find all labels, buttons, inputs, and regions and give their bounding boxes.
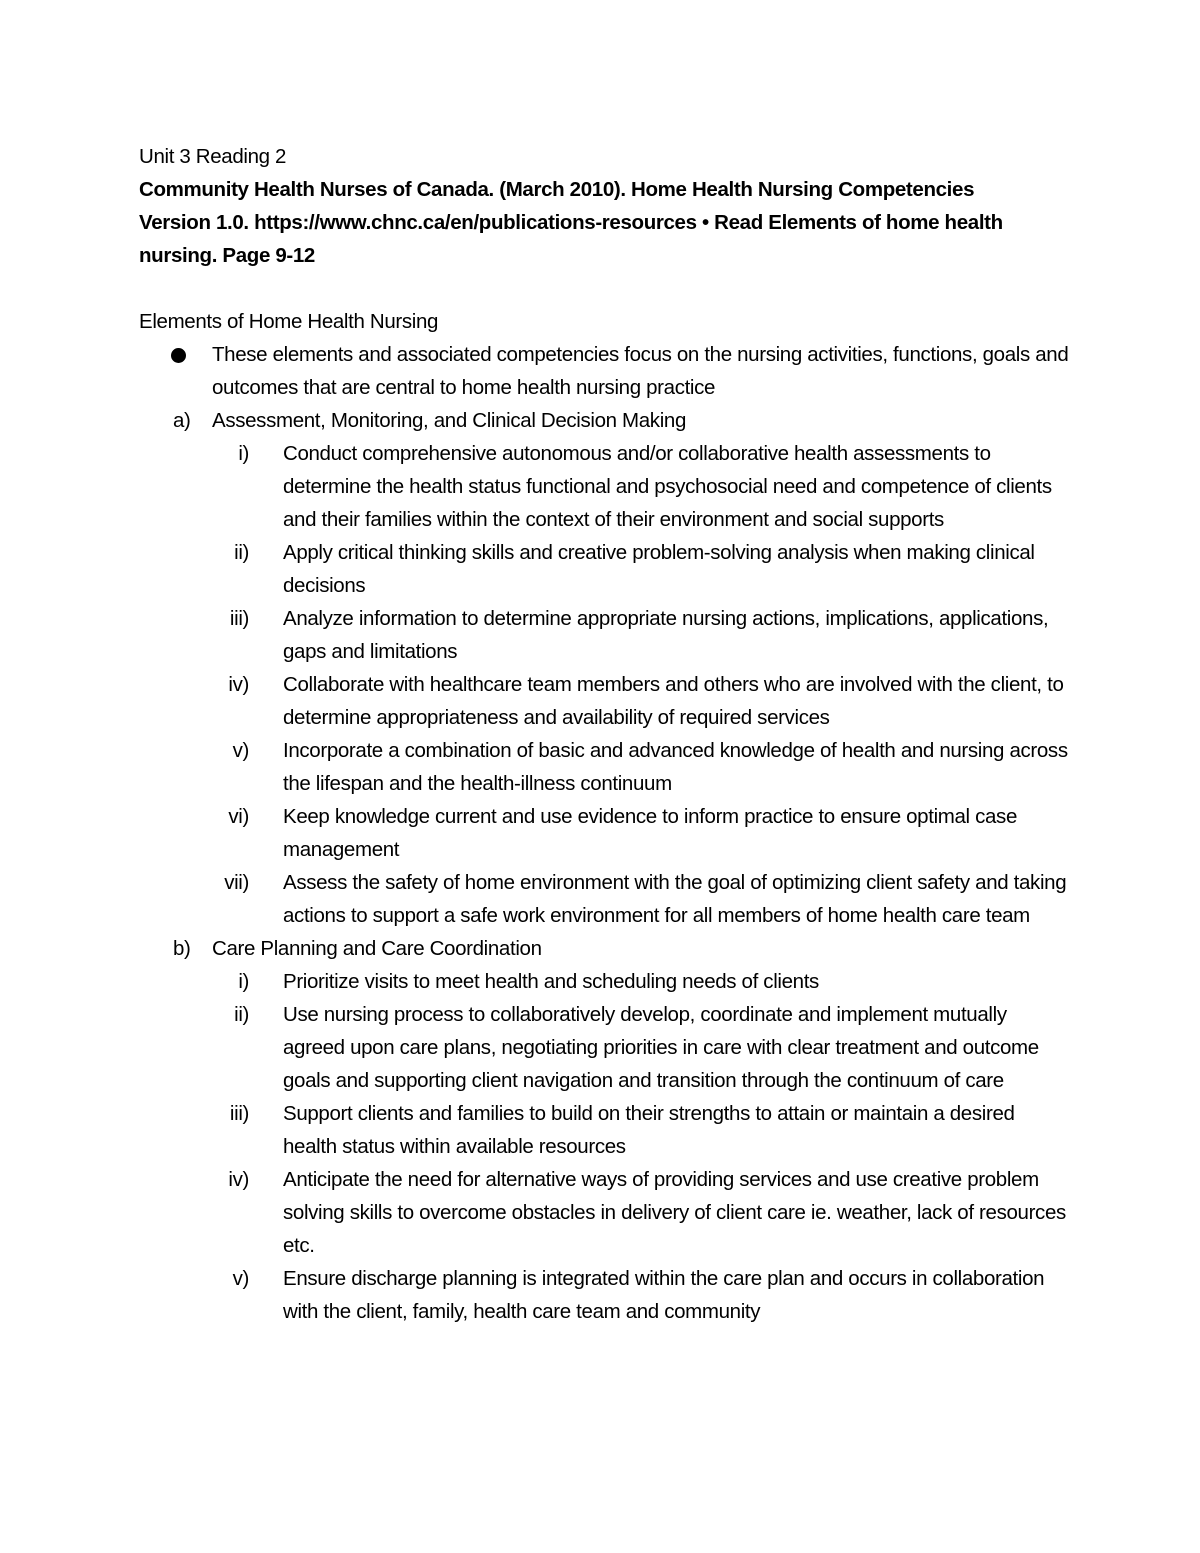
- item-marker: ii): [234, 541, 249, 564]
- list-item: [139, 668, 1069, 734]
- item-text: Collaborate with healthcare team members and others who are involved with the client, to determine appropriateness and availability of required services: [283, 673, 1064, 729]
- list-item: [139, 800, 1069, 866]
- item-marker: iv): [228, 673, 249, 696]
- section-heading: Elements of Home Health Nursing: [139, 310, 439, 333]
- list-item: [139, 734, 1069, 800]
- list-item: [139, 1262, 1069, 1328]
- list-item: [139, 437, 1069, 536]
- item-text: Prioritize visits to meet health and scheduling needs of clients: [283, 970, 819, 993]
- item-marker: iii): [229, 607, 249, 630]
- item-text: Support clients and families to build on their strengths to attain or maintain a desired health status within available resources: [283, 1102, 1015, 1158]
- item-text: Use nursing process to collaboratively develop, coordinate and implement mutually agreed upon care plans, negotiating priorities in care with clear treatment and outcome goals and supporting client navigation and transition through the continuum of care: [283, 1003, 1039, 1092]
- citation-line-2: Version 1.0. https://www.chnc.ca/en/publications-resources • Read Elements of home health: [139, 211, 1003, 234]
- item-text: Conduct comprehensive autonomous and/or collaborative health assessments to determine the health status functional and psychosocial need and competence of clients and their families within the context of their environment and social supports: [283, 442, 1052, 531]
- list-item: [139, 1097, 1069, 1163]
- item-text: Keep knowledge current and use evidence to inform practice to ensure optimal case management: [283, 805, 1018, 861]
- item-marker: v): [232, 739, 249, 762]
- item-marker: vii): [224, 871, 249, 894]
- item-marker: i): [238, 442, 249, 465]
- list-item: [139, 866, 1069, 932]
- section-marker: a): [173, 409, 191, 432]
- item-text: Analyze information to determine appropriate nursing actions, implications, applications, gaps and limitations: [283, 607, 1049, 663]
- item-marker: iii): [229, 1102, 249, 1125]
- bullet-icon: [171, 348, 186, 363]
- bullet-text: These elements and associated competencies focus on the nursing activities, functions, goals and outcomes that are central to home health nursing practice: [212, 343, 1069, 399]
- item-marker: vi): [228, 805, 249, 828]
- citation-line-1: Community Health Nurses of Canada. (March 2010). Home Health Nursing Competencies: [139, 178, 975, 201]
- section-a: [139, 404, 1069, 437]
- item-marker: iv): [228, 1168, 249, 1191]
- item-marker: ii): [234, 1003, 249, 1026]
- list-item: [139, 965, 1069, 998]
- section-b: [139, 932, 1069, 965]
- item-text: Ensure discharge planning is integrated within the care plan and occurs in collaboration with the client, family, health care team and community: [283, 1267, 1045, 1323]
- list-item: [139, 998, 1069, 1097]
- list-item: [139, 536, 1069, 602]
- section-title: Care Planning and Care Coordination: [212, 937, 542, 960]
- item-marker: v): [232, 1267, 249, 1290]
- list-item: [139, 1163, 1069, 1262]
- citation-line-3: nursing. Page 9-12: [139, 244, 315, 267]
- item-marker: i): [238, 970, 249, 993]
- blank-line: [139, 272, 1069, 305]
- section-title: Assessment, Monitoring, and Clinical Decision Making: [212, 409, 687, 432]
- item-text: Anticipate the need for alternative ways of providing services and use creative problem solving skills to overcome obstacles in delivery of client care ie. weather, lack of resources etc.: [283, 1168, 1066, 1257]
- list-item: [139, 602, 1069, 668]
- item-text: Assess the safety of home environment with the goal of optimizing client safety and taking actions to support a safe work environment for all members of home health care team: [283, 871, 1067, 927]
- document-page: [139, 140, 1069, 1328]
- unit-line: Unit 3 Reading 2: [139, 145, 287, 168]
- bullet-item: [139, 338, 1069, 404]
- item-text: Incorporate a combination of basic and advanced knowledge of health and nursing across the lifespan and the health-illness continuum: [283, 739, 1068, 795]
- item-text: Apply critical thinking skills and creative problem-solving analysis when making clinical decisions: [283, 541, 1035, 597]
- section-marker: b): [173, 937, 191, 960]
